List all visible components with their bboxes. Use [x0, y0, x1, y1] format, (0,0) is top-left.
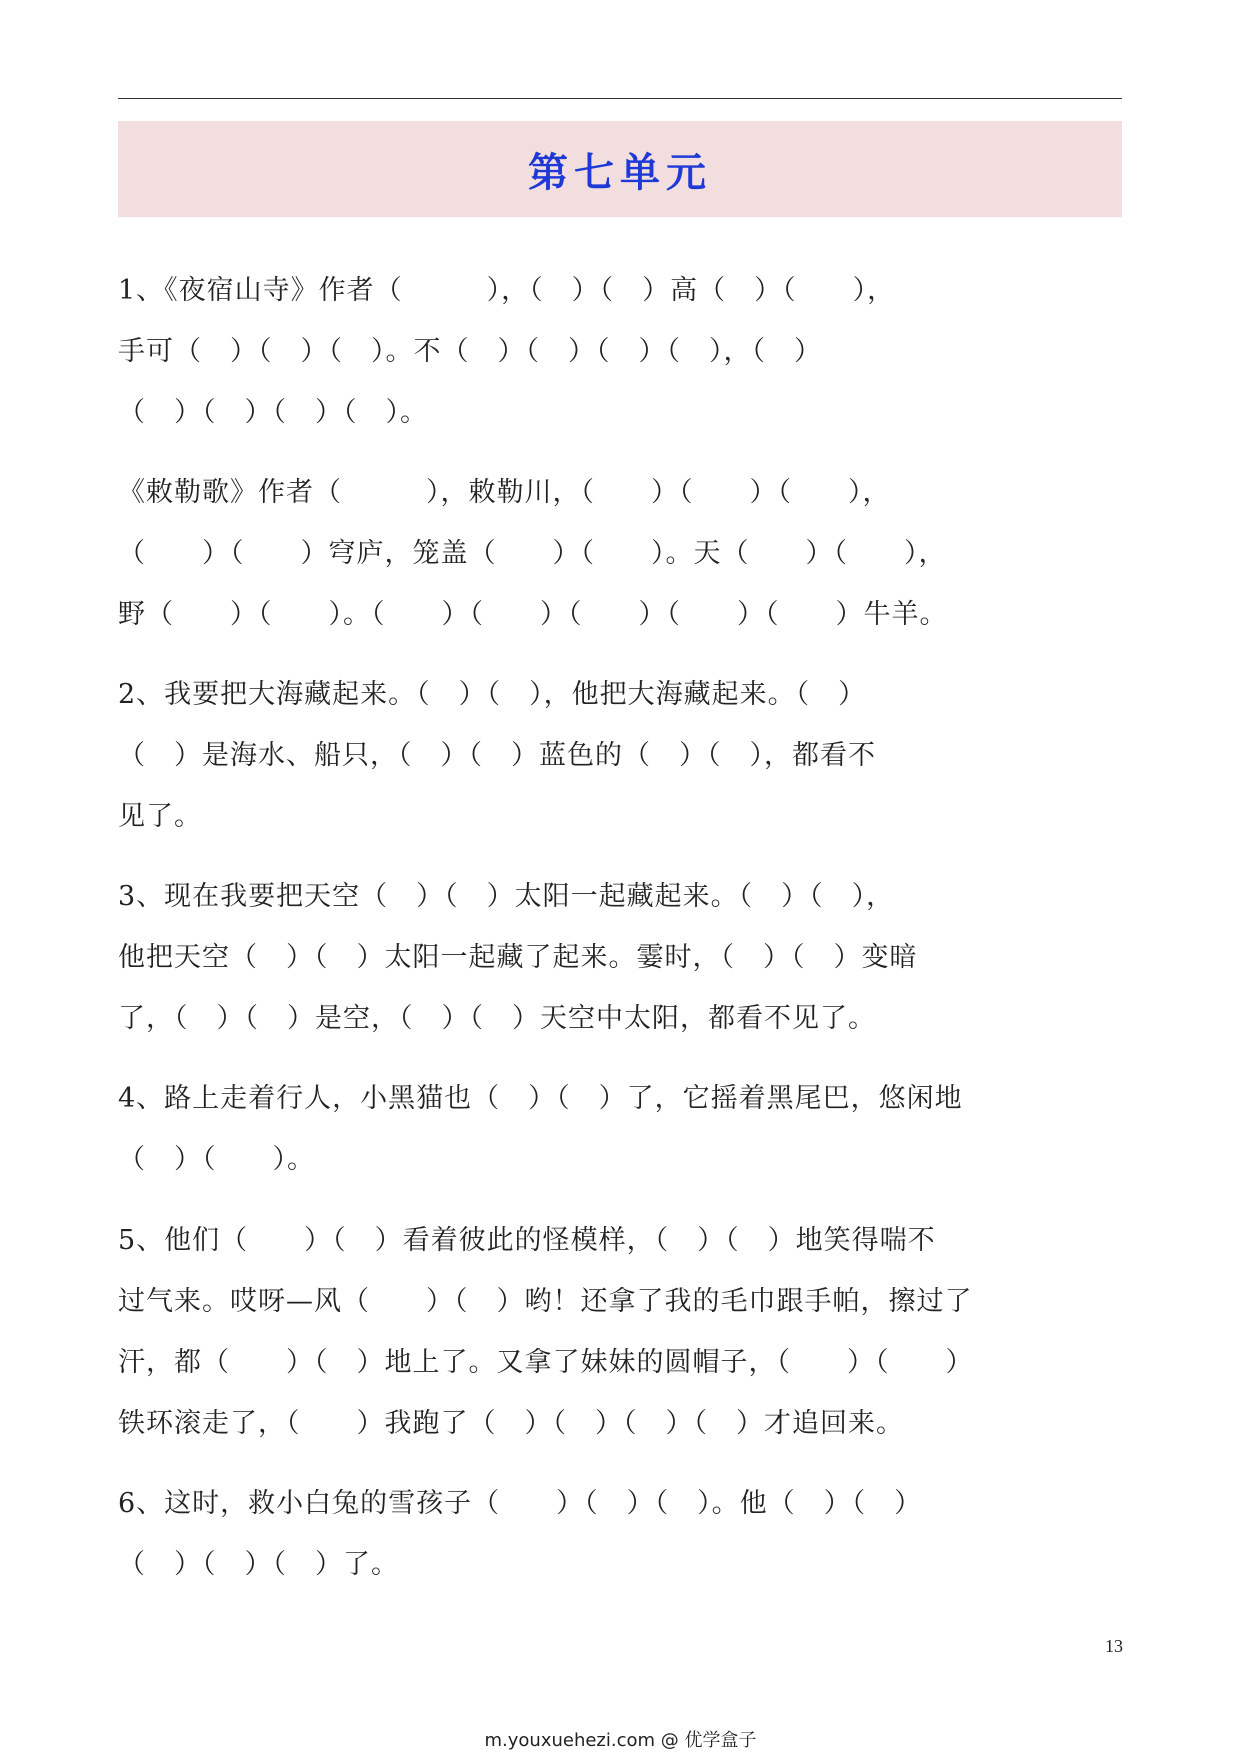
question-line: 铁环滚走了，（ ）我跑了（ ）（ ）（ ）（ ）才追回来。: [118, 1408, 904, 1439]
question-line: 3、现在我要把天空（ ）（ ）太阳一起藏起来。（ ）（ ），: [118, 881, 895, 912]
question-line: 了，（ ）（ ）是空，（ ）（ ）天空中太阳，都看不见了。: [118, 1003, 876, 1034]
question-line: 手可（ ）（ ）（ ）。不（ ）（ ）（ ）（ ），（ ）: [118, 336, 822, 367]
question-line: 见了。: [118, 801, 202, 832]
unit-title: 第七单元: [528, 148, 712, 196]
question-line: （ ）是海水、船只，（ ）（ ）蓝色的（ ）（ ），都看不: [118, 740, 876, 771]
question-4: [118, 866, 1138, 1049]
question-1: [118, 260, 1138, 443]
question-line: 5、他们（ ）（ ）看着彼此的怪模样，（ ）（ ）地笑得喘不: [118, 1225, 936, 1256]
question-6: [118, 1210, 1138, 1454]
question-line: （ ）（ ）。: [118, 1144, 315, 1175]
footer-source: m.youxuehezi.com @ 优学盒子: [484, 1730, 757, 1751]
question-line: 《敕勒歌》作者（ ），敕勒川，（ ）（ ）（ ），: [118, 477, 891, 508]
question-line: 过气来。哎呀—风（ ）（ ）哟！还拿了我的毛巾跟手帕，擦过了: [118, 1286, 973, 1317]
question-line: 6、这时，救小白兔的雪孩子（ ）（ ）（ ）。他（ ）（ ）: [118, 1488, 923, 1519]
question-3: [118, 664, 1138, 847]
question-line: 2、我要把大海藏起来。（ ）（ ），他把大海藏起来。（ ）: [118, 679, 867, 710]
question-line: （ ）（ ）（ ）了。: [118, 1549, 399, 1580]
question-line: 野（ ）（ ）。（ ）（ ）（ ）（ ）（ ）牛羊。: [118, 599, 948, 630]
question-7: [118, 1473, 1138, 1595]
question-line: （ ）（ ）（ ）（ ）。: [118, 397, 428, 428]
header-rule: [118, 98, 1122, 99]
question-line: （ ）（ ）穹庐，笼盖（ ）（ ）。天（ ）（ ），: [118, 538, 947, 569]
question-2: [118, 462, 1138, 645]
question-line: 1、《夜宿山寺》作者（ ），（ ）（ ）高（ ）（ ），: [118, 275, 896, 306]
question-5: [118, 1068, 1138, 1190]
unit-banner: [118, 121, 1122, 217]
question-line: 汗，都（ ）（ ）地上了。又拿了妹妹的圆帽子，（ ）（ ）: [118, 1347, 974, 1378]
question-line: 他把天空（ ）（ ）太阳一起藏了起来。霎时，（ ）（ ）变暗: [118, 942, 918, 973]
page-number: 13: [1105, 1636, 1123, 1656]
question-line: 4、路上走着行人，小黑猫也（ ）（ ）了，它摇着黑尾巴，悠闲地: [118, 1083, 963, 1114]
